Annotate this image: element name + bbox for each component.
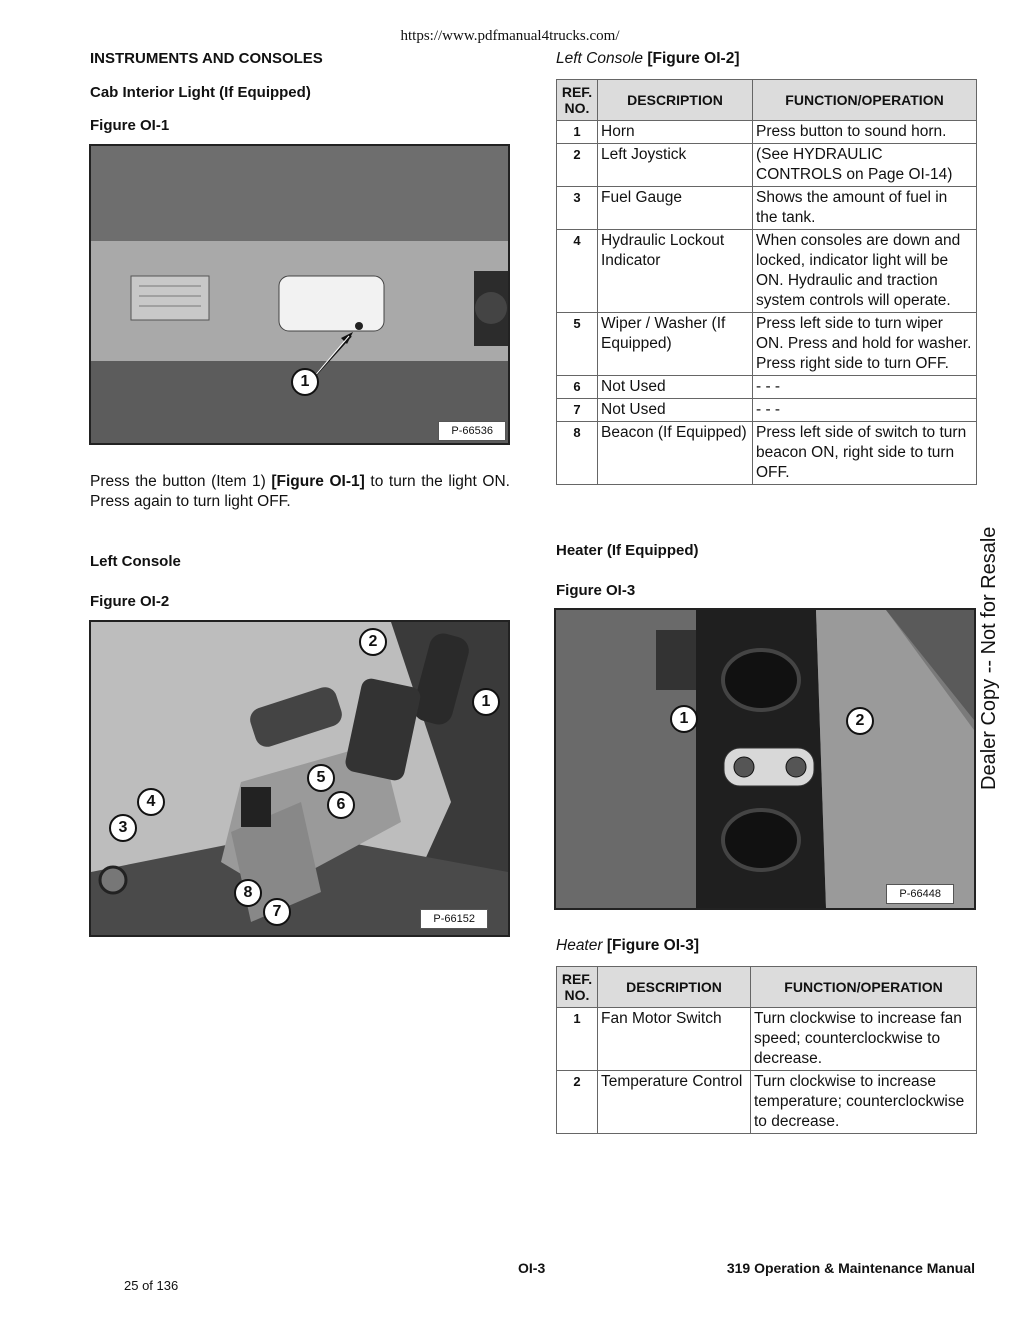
figure-reference: [Figure OI-1] (271, 473, 365, 490)
header-ref: REF. NO. (557, 80, 598, 121)
description-cell: Horn (598, 121, 753, 144)
section-title: INSTRUMENTS AND CONSOLES (90, 50, 323, 67)
function-cell: Shows the amount of fuel in the tank. (753, 187, 977, 230)
ref-cell: 5 (557, 313, 598, 376)
source-url: https://www.pdfmanual4trucks.com/ (400, 28, 620, 44)
function-cell: (See HYDRAULIC CONTROLS on Page OI-14) (753, 144, 977, 187)
table-row (557, 1071, 977, 1134)
function-cell: When consoles are down and locked, indicator light will be ON. Hydraulic and traction system controls will operate. (753, 230, 977, 313)
callout-3: 3 (109, 814, 137, 842)
function-cell: - - - (753, 376, 977, 399)
table-row (557, 1008, 977, 1071)
function-cell: Turn clockwise to increase fan speed; counterclockwise to decrease. (751, 1008, 977, 1071)
callout-7: 7 (263, 898, 291, 926)
instruction-text-a: Press the button (Item 1) (90, 473, 272, 490)
table-row (557, 399, 977, 422)
photo-id-label: P-66536 (438, 421, 506, 441)
instruction-text-b: to turn the light ON. Press again to turn light OFF. (90, 473, 510, 510)
page-code: OI-3 (518, 1260, 546, 1276)
ref-cell: 2 (557, 144, 598, 187)
dealer-copy-watermark: Dealer Copy -- Not for Resale (978, 526, 1000, 790)
callout-2: 2 (359, 628, 387, 656)
figure-oi-3-photo (554, 608, 976, 910)
callout-1: 1 (472, 688, 500, 716)
function-cell: - - - (753, 399, 977, 422)
callout-5: 5 (307, 764, 335, 792)
table-row (557, 313, 977, 376)
table-2-caption-italic: Heater (556, 937, 603, 954)
table-1-caption-italic: Left Console (556, 50, 644, 67)
figure-oi-1-photo (89, 144, 510, 445)
manual-title: 319 Operation & Maintenance Manual (726, 1260, 975, 1276)
subsection-heater: Heater (If Equipped) (556, 542, 699, 559)
table-row (557, 121, 977, 144)
callout-1: 1 (670, 705, 698, 733)
description-cell: Left Joystick (598, 144, 753, 187)
ref-cell: 7 (557, 399, 598, 422)
callout-4: 4 (137, 788, 165, 816)
table-2-caption-ref: [Figure OI-3] (606, 937, 699, 954)
header-description: DESCRIPTION (598, 80, 753, 121)
ref-cell: 6 (557, 376, 598, 399)
ref-cell: 1 (557, 1008, 598, 1071)
table-1-caption (556, 50, 739, 68)
figure-oi-1-label: Figure OI-1 (90, 117, 170, 134)
callout-2: 2 (846, 707, 874, 735)
ref-cell: 4 (557, 230, 598, 313)
header-function: FUNCTION/OPERATION (753, 80, 977, 121)
page-count: 25 of 136 (124, 1278, 179, 1293)
description-cell: Fuel Gauge (598, 187, 753, 230)
function-cell: Press left side to turn wiper ON. Press and hold for washer. Press right side to turn OFF. (753, 313, 977, 376)
table-row (557, 187, 977, 230)
description-cell: Temperature Control (598, 1071, 751, 1134)
ref-cell: 1 (557, 121, 598, 144)
header-ref: REF. NO. (557, 967, 598, 1008)
table-row (557, 144, 977, 187)
ref-cell: 8 (557, 422, 598, 485)
description-cell: Wiper / Washer (If Equipped) (598, 313, 753, 376)
description-cell: Hydraulic Lockout Indicator (598, 230, 753, 313)
table-row (557, 230, 977, 313)
table-2-caption (556, 937, 699, 955)
heater-table (556, 966, 977, 1134)
description-cell: Not Used (598, 399, 753, 422)
table-1-caption-ref: [Figure OI-2] (647, 50, 740, 67)
ref-cell: 3 (557, 187, 598, 230)
figure-oi-2-photo (89, 620, 510, 937)
figure-oi-2-label: Figure OI-2 (90, 593, 170, 610)
callout-8: 8 (234, 879, 262, 907)
cab-light-instructions (90, 472, 510, 512)
photo-id-label: P-66448 (886, 884, 954, 904)
header-function: FUNCTION/OPERATION (751, 967, 977, 1008)
function-cell: Press button to sound horn. (753, 121, 977, 144)
header-description: DESCRIPTION (598, 967, 751, 1008)
function-cell: Turn clockwise to increase temperature; counterclockwise to decrease. (751, 1071, 977, 1134)
ref-cell: 2 (557, 1071, 598, 1134)
function-cell: Press left side of switch to turn beacon ON, right side to turn OFF. (753, 422, 977, 485)
description-cell: Beacon (If Equipped) (598, 422, 753, 485)
subsection-cab-light: Cab Interior Light (If Equipped) (90, 84, 311, 101)
photo-id-label: P-66152 (420, 909, 488, 929)
description-cell: Fan Motor Switch (598, 1008, 751, 1071)
left-console-table (556, 79, 977, 485)
subsection-left-console: Left Console (90, 553, 181, 570)
callout-1: 1 (291, 368, 319, 396)
description-cell: Not Used (598, 376, 753, 399)
table-row (557, 422, 977, 485)
figure-oi-3-label: Figure OI-3 (556, 582, 636, 599)
table-row (557, 376, 977, 399)
callout-6: 6 (327, 791, 355, 819)
